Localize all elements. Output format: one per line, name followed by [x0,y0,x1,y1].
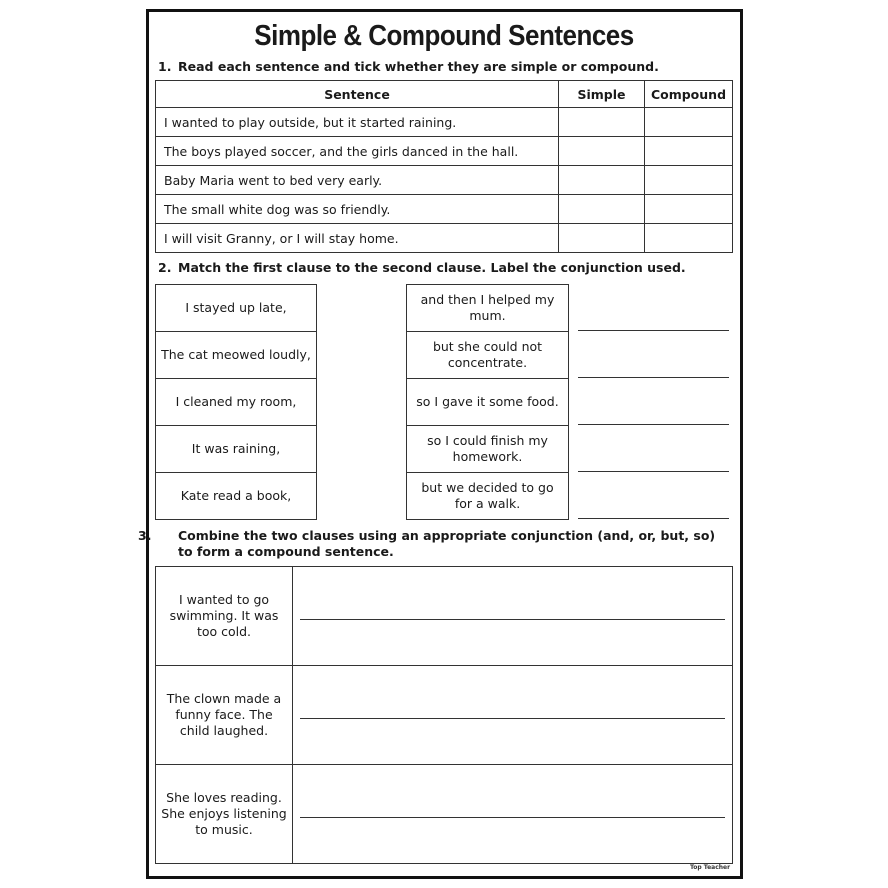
second-clause-box: so I gave it some food. [406,378,569,426]
answer-cell[interactable] [293,765,733,864]
clauses-cell: I wanted to go swimming. It was too cold. [156,567,293,666]
second-clause-box: so I could finish my homework. [406,425,569,473]
compound-tick-cell[interactable] [645,195,733,224]
first-clause-box: I cleaned my room, [155,378,317,426]
table-row [156,666,733,765]
simple-tick-cell[interactable] [559,137,645,166]
compound-tick-cell[interactable] [645,137,733,166]
answer-line[interactable] [300,817,725,818]
sentence-cell: The small white dog was so friendly. [156,195,559,224]
table-row [156,224,733,253]
answer-cell[interactable] [293,666,733,765]
header-compound: Compound [645,81,733,108]
header-simple: Simple [559,81,645,108]
second-clause-box: and then I helped my mum. [406,284,569,332]
table-row [156,166,733,195]
sentence-cell: Baby Maria went to bed very early. [156,166,559,195]
simple-tick-cell[interactable] [559,195,645,224]
question-1 [158,59,659,74]
compound-tick-cell[interactable] [645,224,733,253]
answer-line[interactable] [300,619,725,620]
first-clause-box: It was raining, [155,425,317,473]
simple-tick-cell[interactable] [559,166,645,195]
header-sentence: Sentence [156,81,559,108]
table-row [156,195,733,224]
question-text: Combine the two clauses using an appropriate conjunction (and, or, but, so) to form a compound sentence. [178,528,716,559]
compound-tick-cell[interactable] [645,166,733,195]
question-2 [158,260,686,275]
first-clause-box: Kate read a book, [155,472,317,520]
simple-tick-cell[interactable] [559,224,645,253]
brand-logo: Top Teacher [690,864,731,871]
question-text: Match the first clause to the second clause. Label the conjunction used. [178,260,686,275]
question-text: Read each sentence and tick whether they are simple or compound. [178,59,659,74]
clauses-cell: She loves reading. She enjoys listening to music. [156,765,293,864]
question-number: 3. [138,528,152,543]
sentence-table [155,80,733,253]
second-clause-box: but we decided to go for a walk. [406,472,569,520]
answer-line[interactable] [300,718,725,719]
question-number: 2. [158,260,172,275]
conjunction-answer-line[interactable] [578,518,729,519]
answer-cell[interactable] [293,567,733,666]
conjunction-answer-line[interactable] [578,330,729,331]
second-clause-box: but she could not concentrate. [406,331,569,379]
sentence-cell: I will visit Granny, or I will stay home. [156,224,559,253]
table-row [156,765,733,864]
simple-tick-cell[interactable] [559,108,645,137]
sentence-cell: I wanted to play outside, but it started raining. [156,108,559,137]
sentence-cell: The boys played soccer, and the girls danced in the hall. [156,137,559,166]
conjunction-answer-line[interactable] [578,471,729,472]
question-number: 1. [158,59,172,74]
clauses-cell: The clown made a funny face. The child laughed. [156,666,293,765]
conjunction-answer-line[interactable] [578,377,729,378]
page-title: Simple & Compound Sentences [254,18,634,52]
question-3 [138,528,733,560]
conjunction-answer-line[interactable] [578,424,729,425]
combine-table [155,566,733,864]
table-row [156,137,733,166]
first-clause-box: The cat meowed loudly, [155,331,317,379]
first-clause-box: I stayed up late, [155,284,317,332]
compound-tick-cell[interactable] [645,108,733,137]
table-row [156,567,733,666]
table-row [156,108,733,137]
